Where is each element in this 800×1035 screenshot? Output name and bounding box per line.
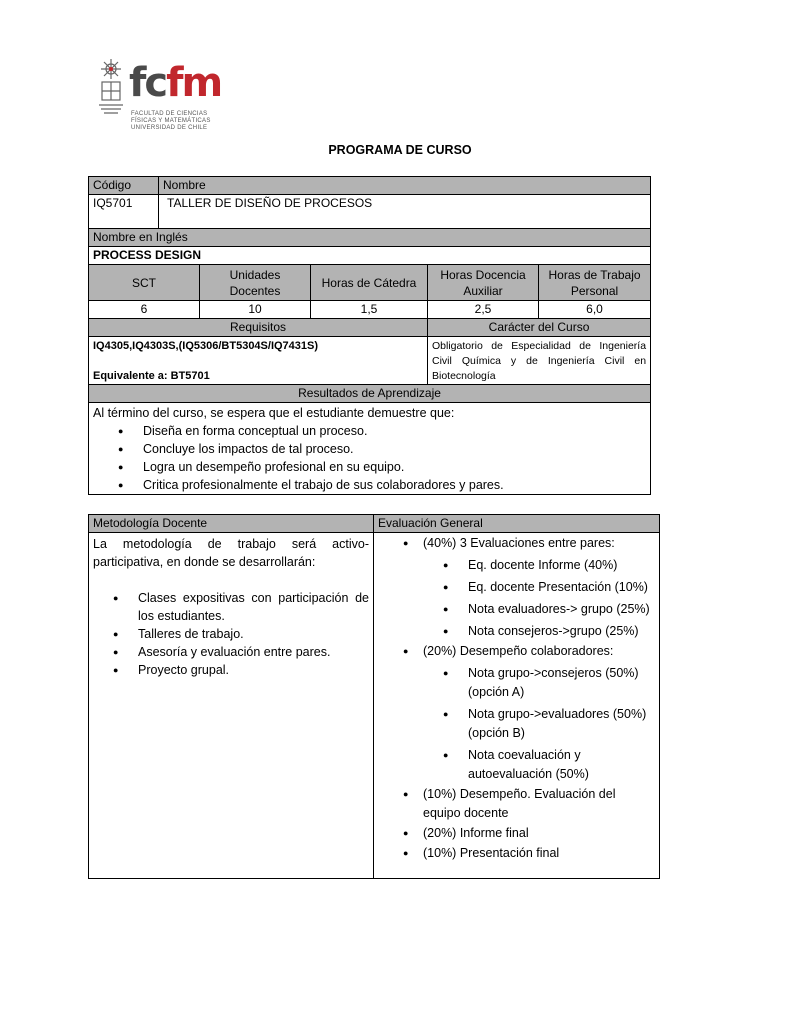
course-info-table bbox=[88, 176, 651, 495]
english-name: PROCESS DESIGN bbox=[89, 247, 651, 265]
list-item: ● Eq. docente Presentación (10%) bbox=[423, 578, 655, 597]
english-name-label: Nombre en Inglés bbox=[89, 229, 651, 247]
name-label: Nombre bbox=[159, 177, 651, 195]
list-item: ● Critica profesionalmente el trabajo de sus colaboradores y pares. bbox=[93, 476, 646, 494]
list-item: ● Logra un desempeño profesional en su equipo. bbox=[93, 458, 646, 476]
list-item: ● Nota coevaluación y autoevaluación (50%) bbox=[423, 746, 655, 784]
resultados-cell bbox=[89, 403, 651, 495]
evaluacion-label: Evaluación General bbox=[374, 515, 660, 533]
eval-item-1: (40%) 3 Evaluaciones entre pares: bbox=[423, 536, 615, 550]
resultados-intro: Al término del curso, se espera que el estudiante demuestre que: bbox=[93, 406, 455, 420]
list-item bbox=[378, 642, 655, 784]
page-title: PROGRAMA DE CURSO bbox=[328, 143, 472, 157]
metodologia-intro: La metodología de trabajo será activo-participativa, en donde se desarrollarán: bbox=[93, 537, 369, 569]
list-item: ● (20%) Informe final bbox=[378, 824, 655, 843]
requisitos-label: Requisitos bbox=[89, 319, 428, 337]
methodology-evaluation-table bbox=[88, 514, 660, 879]
caracter-label: Carácter del Curso bbox=[428, 319, 651, 337]
fcfm-logo bbox=[95, 55, 225, 135]
metodologia-label: Metodología Docente bbox=[89, 515, 374, 533]
list-item: ● Concluye los impactos de tal proceso. bbox=[93, 440, 646, 458]
list-item: ● Asesoría y evaluación entre pares. bbox=[93, 643, 369, 661]
aux-hours-value: 2,5 bbox=[428, 301, 539, 319]
logo-subtitle: FACULTAD DE CIENCIAS FÍSICAS Y MATEMÁTICAS UNIVERSIDAD DE CHILE bbox=[131, 111, 211, 131]
list-item: ● Nota consejeros->grupo (25%) bbox=[423, 622, 655, 641]
list-item: ● (10%) Desempeño. Evaluación del equipo docente bbox=[378, 785, 655, 823]
list-item: ● Diseña en forma conceptual un proceso. bbox=[93, 422, 646, 440]
code-label: Código bbox=[89, 177, 159, 195]
personal-hours-value: 6,0 bbox=[539, 301, 651, 319]
eval-item-2: (20%) Desempeño colaboradores: bbox=[423, 644, 614, 658]
course-code: IQ5701 bbox=[89, 195, 159, 229]
list-item: ● (10%) Presentación final bbox=[378, 844, 655, 863]
caracter: Obligatorio de Especialidad de Ingeniería Civil Química y de Ingeniería Civil en Biotecnología bbox=[428, 337, 651, 385]
list-item: ● Eq. docente Informe (40%) bbox=[423, 556, 655, 575]
list-item bbox=[378, 534, 655, 641]
evaluacion-cell bbox=[374, 533, 660, 879]
course-name: TALLER DE DISEÑO DE PROCESOS bbox=[159, 195, 651, 229]
list-item: ● Proyecto grupal. bbox=[93, 661, 369, 679]
sct-header: SCT bbox=[89, 265, 200, 301]
university-emblem-icon bbox=[95, 57, 127, 119]
sct-value: 6 bbox=[89, 301, 200, 319]
resultados-label: Resultados de Aprendizaje bbox=[89, 385, 651, 403]
list-item: ● Clases expositivas con participación de los estudiantes. bbox=[93, 589, 369, 625]
metodologia-cell bbox=[89, 533, 374, 879]
list-item: ● Nota evaluadores-> grupo (25%) bbox=[423, 600, 655, 619]
requisitos-cell bbox=[89, 337, 428, 385]
lecture-hours-value: 1,5 bbox=[311, 301, 428, 319]
requisitos: IQ4305,IQ4303S,(IQ5306/BT5304S/IQ7431S) bbox=[93, 340, 319, 352]
logo-wordmark: fcfm bbox=[129, 60, 222, 106]
units-value: 10 bbox=[200, 301, 311, 319]
personal-hours-header: Horas de Trabajo Personal bbox=[539, 265, 651, 301]
lecture-hours-header: Horas de Cátedra bbox=[311, 265, 428, 301]
units-header: Unidades Docentes bbox=[200, 265, 311, 301]
list-item: ● Nota grupo->evaluadores (50%) (opción B) bbox=[423, 705, 655, 743]
equivalente: Equivalente a: BT5701 bbox=[93, 370, 210, 382]
list-item: ● Nota grupo->consejeros (50%) (opción A) bbox=[423, 664, 655, 702]
aux-hours-header: Horas Docencia Auxiliar bbox=[428, 265, 539, 301]
list-item: ● Talleres de trabajo. bbox=[93, 625, 369, 643]
